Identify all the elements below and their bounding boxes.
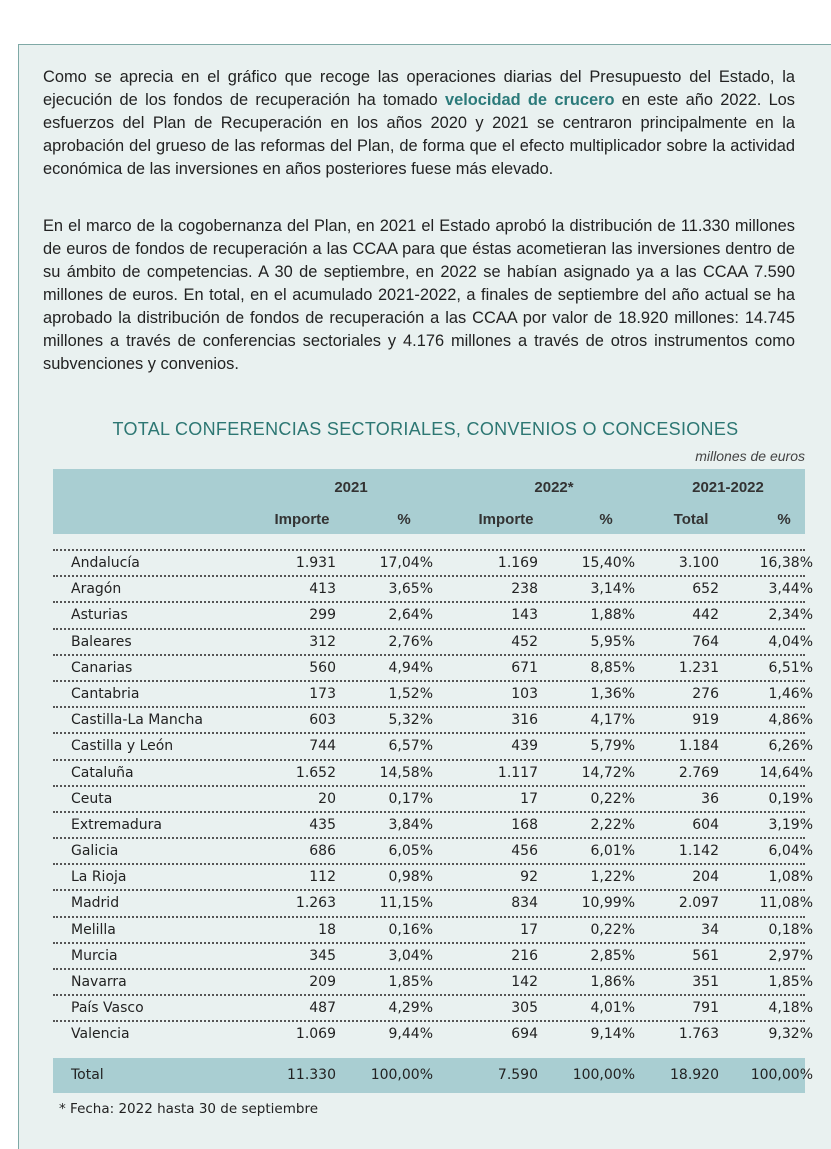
footnote: * Fecha: 2022 hasta 30 de septiembre <box>59 1101 319 1117</box>
group-2021: 2021 <box>334 479 368 496</box>
table-row <box>53 680 813 706</box>
col-pct-total: % <box>777 511 791 528</box>
cell-pct-2022: 15,40% <box>581 555 635 571</box>
total-sum: 18.920 <box>670 1067 719 1083</box>
paragraph-1-highlight: velocidad de crucero <box>444 91 615 109</box>
cell-pct-2022: 10,99% <box>581 895 635 912</box>
cell-importe-2022: 17 <box>520 790 538 807</box>
col-pct-2021: % <box>397 511 411 528</box>
cell-importe-2021: 413 <box>309 581 336 598</box>
cell-pct-total: 4,04% <box>768 633 813 650</box>
region-name: Murcia <box>71 947 118 964</box>
cell-pct-2021: 3,65% <box>388 581 433 598</box>
cell-importe-2022: 305 <box>511 1000 538 1017</box>
cell-importe-2022: 238 <box>511 581 538 598</box>
cell-pct-2021: 0,16% <box>388 921 433 938</box>
cell-importe-2021: 345 <box>309 947 336 964</box>
table-row <box>53 601 813 627</box>
region-name: País Vasco <box>71 1000 144 1017</box>
region-name: Andalucía <box>71 555 140 571</box>
cell-pct-2022: 2,85% <box>590 947 635 964</box>
table-row <box>53 732 813 758</box>
region-name: Asturias <box>71 607 128 624</box>
table-title: TOTAL CONFERENCIAS SECTORIALES, CONVENIOS O CONCESIONES <box>112 419 739 439</box>
cell-total: 1.231 <box>678 659 719 676</box>
region-name: Valencia <box>71 1026 130 1043</box>
table-row <box>53 654 813 680</box>
cell-pct-total: 1,85% <box>768 974 813 990</box>
region-name: Cantabria <box>71 685 140 702</box>
cell-importe-2022: 142 <box>511 974 538 990</box>
cell-importe-2022: 1.117 <box>497 764 538 781</box>
cell-importe-2022: 1.169 <box>497 555 538 571</box>
cell-importe-2022: 168 <box>511 816 538 833</box>
cell-pct-2021: 5,32% <box>388 712 433 729</box>
cell-importe-2022: 103 <box>511 685 538 702</box>
cell-importe-2021: 173 <box>309 685 336 702</box>
cell-importe-2022: 439 <box>511 738 538 755</box>
cell-pct-total: 9,32% <box>768 1026 813 1043</box>
cell-pct-2021: 0,17% <box>388 790 433 807</box>
cell-total: 34 <box>701 921 719 938</box>
cell-pct-2022: 4,17% <box>590 712 635 729</box>
unit-note: millones de euros <box>695 448 805 464</box>
cell-importe-2021: 686 <box>309 843 336 860</box>
cell-pct-2022: 1,86% <box>590 974 635 990</box>
cell-total: 1.142 <box>678 843 719 860</box>
cell-pct-2022: 3,14% <box>590 581 635 598</box>
cell-total: 351 <box>692 974 719 990</box>
cell-total: 1.763 <box>678 1026 719 1043</box>
cell-pct-2022: 8,85% <box>590 659 635 676</box>
region-name: Cataluña <box>71 764 134 781</box>
cell-importe-2022: 671 <box>511 659 538 676</box>
cell-pct-2022: 2,22% <box>590 816 635 833</box>
cell-total: 919 <box>692 712 719 729</box>
table-row <box>53 759 813 785</box>
info-panel <box>18 44 831 1149</box>
table-row <box>53 785 813 811</box>
cell-pct-total: 1,08% <box>768 869 813 886</box>
cell-pct-2022: 1,36% <box>590 685 635 702</box>
cell-importe-2022: 834 <box>511 895 538 912</box>
cell-importe-2022: 694 <box>511 1026 538 1043</box>
col-importe-2022: Importe <box>478 511 534 528</box>
cell-total: 442 <box>692 607 719 624</box>
cell-importe-2022: 92 <box>520 869 538 886</box>
cell-total: 652 <box>692 581 719 598</box>
total-pct-2021: 100,00% <box>370 1067 433 1083</box>
cell-total: 276 <box>692 685 719 702</box>
cell-importe-2021: 1.263 <box>295 895 336 912</box>
table-row <box>53 889 813 915</box>
cell-pct-total: 14,64% <box>759 764 813 781</box>
cell-importe-2022: 456 <box>511 843 538 860</box>
region-name: Galicia <box>71 843 119 860</box>
cell-pct-total: 6,04% <box>768 843 813 860</box>
cell-importe-2021: 1.069 <box>295 1026 336 1043</box>
cell-pct-2022: 0,22% <box>590 790 635 807</box>
cell-total: 36 <box>701 790 719 807</box>
cell-pct-total: 16,38% <box>759 555 813 571</box>
cell-importe-2021: 487 <box>309 1000 336 1017</box>
cell-importe-2021: 1.652 <box>295 764 336 781</box>
region-name: La Rioja <box>71 869 127 886</box>
table-row <box>53 811 813 837</box>
col-pct-2022: % <box>599 511 613 528</box>
cell-importe-2022: 216 <box>511 947 538 964</box>
cell-pct-2022: 5,95% <box>590 633 635 650</box>
table-row <box>53 706 813 732</box>
cell-pct-total: 3,44% <box>768 581 813 598</box>
table-row <box>53 916 813 942</box>
cell-total: 604 <box>692 816 719 833</box>
cell-importe-2021: 20 <box>318 790 336 807</box>
cell-pct-2021: 4,29% <box>388 1000 433 1017</box>
cell-total: 2.769 <box>678 764 719 781</box>
table-row <box>53 968 813 994</box>
col-total: Total <box>673 511 709 528</box>
region-name: Navarra <box>71 974 127 990</box>
table-header <box>53 469 805 534</box>
total-label: Total <box>71 1067 104 1083</box>
region-name: Ceuta <box>71 790 113 807</box>
cell-pct-2021: 6,57% <box>388 738 433 755</box>
cell-importe-2022: 316 <box>511 712 538 729</box>
cell-importe-2021: 112 <box>309 869 336 886</box>
cell-pct-2022: 1,22% <box>590 869 635 886</box>
cell-pct-2021: 1,85% <box>388 974 433 990</box>
cell-importe-2021: 312 <box>309 633 336 650</box>
total-importe-2021: 11.330 <box>287 1067 336 1083</box>
region-name: Baleares <box>71 633 132 650</box>
table-row <box>53 863 813 889</box>
table-row <box>53 628 813 654</box>
cell-pct-total: 4,86% <box>768 712 813 729</box>
table-row <box>53 575 813 601</box>
table-row <box>53 1020 813 1046</box>
cell-pct-2021: 11,15% <box>379 895 433 912</box>
cell-total: 791 <box>692 1000 719 1017</box>
cell-total: 204 <box>692 869 719 886</box>
cell-total: 2.097 <box>678 895 719 912</box>
cell-importe-2021: 18 <box>318 921 336 938</box>
cell-pct-total: 0,18% <box>768 921 813 938</box>
paragraph-1 <box>43 66 795 181</box>
cell-pct-2022: 0,22% <box>590 921 635 938</box>
cell-pct-total: 11,08% <box>759 895 813 912</box>
region-name: Castilla-La Mancha <box>71 712 203 729</box>
cell-pct-total: 2,34% <box>768 607 813 624</box>
cell-pct-total: 0,19% <box>768 790 813 807</box>
region-name: Castilla y León <box>71 738 174 755</box>
region-name: Melilla <box>71 921 116 938</box>
cell-importe-2021: 435 <box>309 816 336 833</box>
cell-pct-2022: 14,72% <box>581 764 635 781</box>
cell-pct-total: 1,46% <box>768 685 813 702</box>
cell-importe-2022: 452 <box>511 633 538 650</box>
cell-total: 3.100 <box>678 555 719 571</box>
region-name: Aragón <box>71 581 122 598</box>
table-body <box>53 549 813 1047</box>
paragraph-1-text-start: Como se aprecia en el gráfico que recoge las operaciones diarias del Presupuesto del Estado, la ejecución de los fondos de recuperación ha tomado <box>43 68 795 109</box>
cell-pct-2022: 1,88% <box>590 607 635 624</box>
cell-pct-2021: 9,44% <box>388 1026 433 1043</box>
cell-pct-2022: 4,01% <box>590 1000 635 1017</box>
cell-pct-2022: 9,14% <box>590 1026 635 1043</box>
cell-pct-2021: 1,52% <box>388 685 433 702</box>
cell-pct-2021: 4,94% <box>388 659 433 676</box>
cell-pct-2021: 2,76% <box>388 633 433 650</box>
col-importe-2021: Importe <box>274 511 330 528</box>
cell-pct-total: 3,19% <box>768 816 813 833</box>
cell-total: 561 <box>692 947 719 964</box>
group-2022: 2022* <box>534 479 574 496</box>
cell-importe-2022: 17 <box>520 921 538 938</box>
cell-importe-2021: 299 <box>309 607 336 624</box>
table-row <box>53 549 813 575</box>
cell-importe-2021: 1.931 <box>295 555 336 571</box>
cell-pct-2022: 6,01% <box>590 843 635 860</box>
cell-pct-total: 6,51% <box>768 659 813 676</box>
table-total-row <box>53 1058 813 1093</box>
cell-total: 764 <box>692 633 719 650</box>
paragraph-1-text-end: en este año 2022. Los esfuerzos del Plan de Recuperación en los años 2020 y 2021 se centraron principalmente en la aprobación del grueso de las reformas del Plan, de forma que el efecto multiplicador sobre la actividad económica de las inversiones en años posteriores fuese más elevado. <box>43 91 795 178</box>
cell-importe-2021: 209 <box>309 974 336 990</box>
total-pct-sum: 100,00% <box>750 1067 813 1083</box>
region-name: Canarias <box>71 659 133 676</box>
cell-pct-2021: 3,04% <box>388 947 433 964</box>
region-name: Madrid <box>71 895 120 912</box>
cell-pct-2021: 17,04% <box>379 555 433 571</box>
cell-importe-2021: 744 <box>309 738 336 755</box>
cell-pct-2021: 3,84% <box>388 816 433 833</box>
total-importe-2022: 7.590 <box>497 1067 538 1083</box>
cell-pct-2021: 2,64% <box>388 607 433 624</box>
total-pct-2022: 100,00% <box>572 1067 635 1083</box>
cell-pct-2022: 5,79% <box>590 738 635 755</box>
table-row <box>53 837 813 863</box>
table-row <box>53 942 813 968</box>
cell-pct-total: 6,26% <box>768 738 813 755</box>
cell-pct-2021: 14,58% <box>379 764 433 781</box>
cell-pct-total: 4,18% <box>768 1000 813 1017</box>
group-2021-2022: 2021-2022 <box>692 479 764 496</box>
paragraph-2: En el marco de la cogobernanza del Plan, en 2021 el Estado aprobó la distribución de 11.330 millones de euros de fondos de recuperación a las CCAA para que éstas acometieran las inversiones dentro de su ámbito de competencias. A 30 de septiembre, en 2022 se habían asignado ya a las CCAA 7.590 millones de euros. En total, en el acumulado 2021-2022, a finales de septiembre del año actual se ha aprobado la distribución de fondos de recuperación a las CCAA por valor de 18.920 millones: 14.745 millones a través de conferencias sectoriales y 4.176 millones a través de otros instrumentos como subvenciones y convenios. <box>43 217 795 373</box>
cell-importe-2022: 143 <box>511 607 538 624</box>
cell-total: 1.184 <box>678 738 719 755</box>
cell-pct-2021: 0,98% <box>388 869 433 886</box>
cell-importe-2021: 560 <box>309 659 336 676</box>
table-row <box>53 994 813 1020</box>
region-name: Extremadura <box>71 816 162 833</box>
cell-pct-total: 2,97% <box>768 947 813 964</box>
cell-pct-2021: 6,05% <box>388 843 433 860</box>
cell-importe-2021: 603 <box>309 712 336 729</box>
